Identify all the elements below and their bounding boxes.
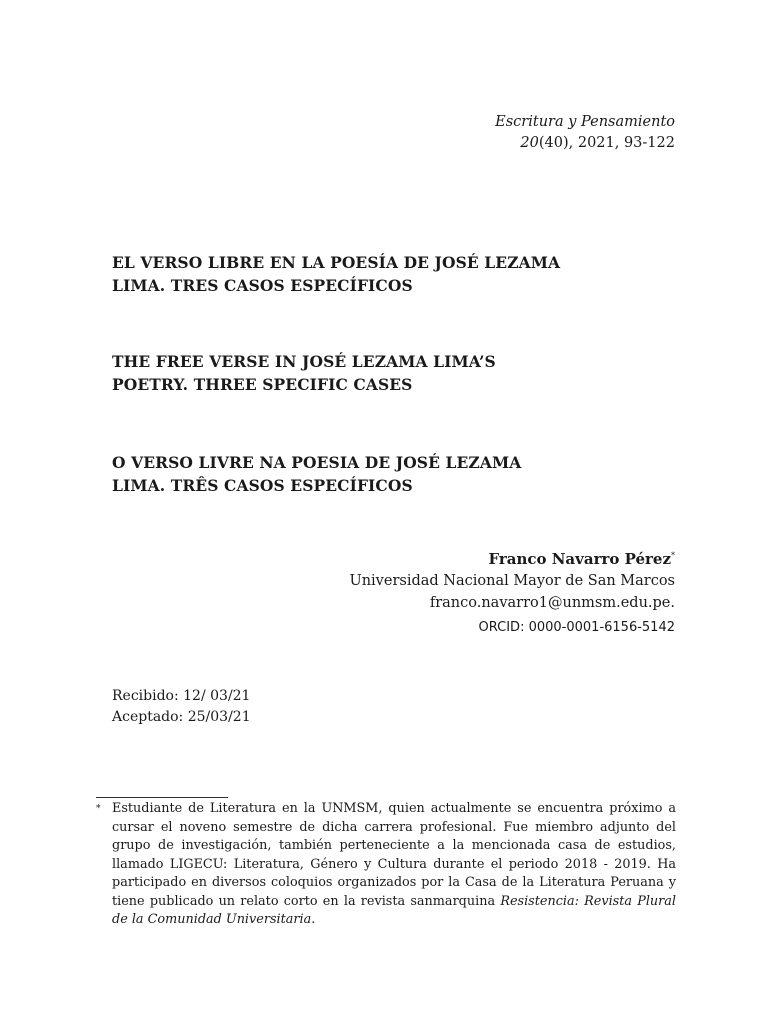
title-portuguese xyxy=(112,451,521,497)
title-english xyxy=(112,350,496,396)
dates-block xyxy=(112,686,251,728)
title-portuguese-line2: LIMA. TRÊS CASOS ESPECÍFICOS xyxy=(112,476,413,495)
journal-issue-rest: (40), 2021, 93-122 xyxy=(538,135,675,151)
journal-volume: 20 xyxy=(520,135,539,151)
journal-header xyxy=(495,112,675,154)
footnote-text xyxy=(112,800,676,930)
journal-name: Escritura y Pensamiento xyxy=(495,114,675,130)
author-email[interactable]: franco.navarro1@unmsm.edu.pe. xyxy=(429,595,675,611)
author-affiliation: Universidad Nacional Mayor de San Marcos xyxy=(349,573,675,589)
author-orcid: ORCID: 0000-0001-6156-5142 xyxy=(478,620,675,635)
title-spanish-line2: LIMA. TRES CASOS ESPECÍFICOS xyxy=(112,276,413,295)
title-english-line1: THE FREE VERSE IN JOSÉ LEZAMA LIMA’S xyxy=(112,352,496,371)
author-block xyxy=(349,545,675,639)
title-spanish-line1: EL VERSO LIBRE EN LA POESÍA DE JOSÉ LEZAMA xyxy=(112,253,561,272)
author-footnote-mark[interactable]: * xyxy=(671,551,675,560)
footnote-mark: * xyxy=(96,804,101,814)
journal-issue xyxy=(495,133,675,154)
title-spanish xyxy=(112,251,560,297)
footnote-divider xyxy=(96,797,228,798)
footnote xyxy=(96,800,676,930)
title-english-line2: POETRY. THREE SPECIFIC CASES xyxy=(112,375,413,394)
date-accepted: Aceptado: 25/03/21 xyxy=(112,709,251,725)
date-received: Recibido: 12/ 03/21 xyxy=(112,688,251,704)
author-name: Franco Navarro Pérez xyxy=(488,550,671,568)
title-portuguese-line1: O VERSO LIVRE NA POESIA DE JOSÉ LEZAMA xyxy=(112,453,522,472)
footnote-text-end: . xyxy=(311,912,316,927)
footnote-text-main: Estudiante de Literatura en la UNMSM, quien actualmente se encuentra próximo a cursar el noveno semestre de dicha carrera profesional. Fue miembro adjunto del grupo de investigación, también perteneciente a la mencionada casa de estudios, llamado LIGECU: Literatura, Género y Cultura durante el periodo 2018 - 2019. Ha participado en diversos coloquios organizados por la Casa de la Literatura Peruana y tiene publicado un relato corto en la revista sanmarquina xyxy=(112,801,676,909)
footnote-text-italic: Resistencia: Revista Plural de la Comunidad Universitaria xyxy=(112,893,677,927)
author-name-line xyxy=(349,545,675,570)
